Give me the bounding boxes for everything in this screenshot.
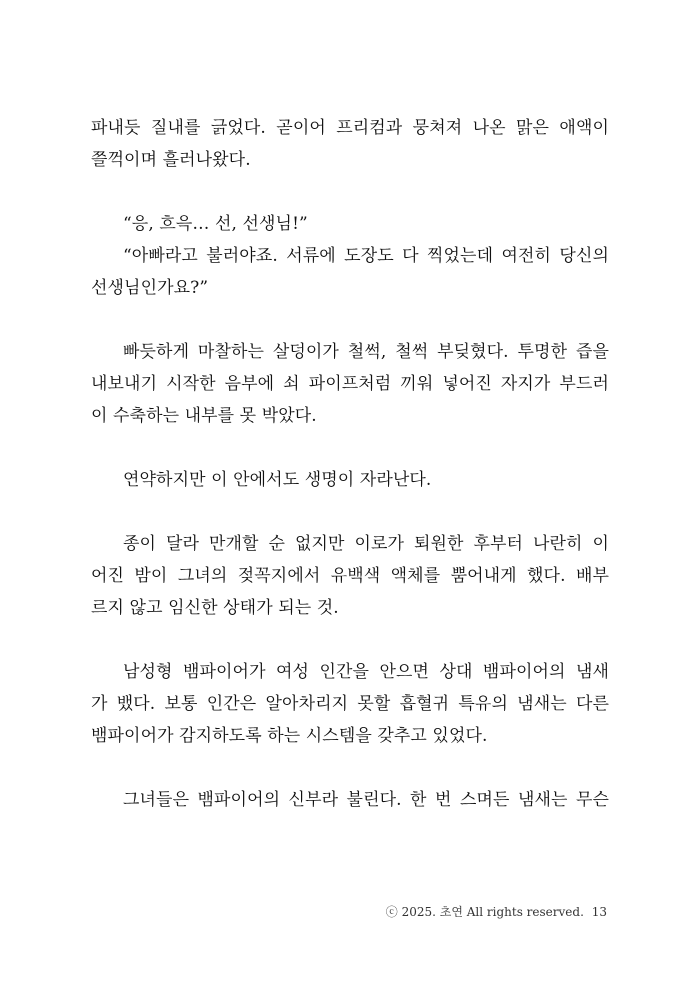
text-line: 이 수축하는 내부를 못 박았다. xyxy=(91,406,317,426)
paragraph-5 xyxy=(91,656,609,752)
text-line: 가 뱄다. 보통 인간은 알아차리지 못할 흡혈귀 특유의 냄새는 다른 xyxy=(91,694,609,714)
text-line: 그녀들은 뱀파이어의 신부라 불린다. 한 번 스며든 냄새는 무슨 xyxy=(123,790,609,810)
text-line: 르지 않고 임신한 상태가 되는 것. xyxy=(91,598,339,618)
paragraph-3 xyxy=(91,464,609,496)
text-line: 어진 밤이 그녀의 젖꼭지에서 유백색 액체를 뿜어내게 했다. 배부 xyxy=(91,566,609,586)
page-body xyxy=(91,112,609,848)
page-footer xyxy=(382,903,607,920)
dialog-line: “아빠라고 불러야죠. 서류에 도장도 다 찍었는데 여전히 당신의 xyxy=(123,246,609,266)
text-line: 연약하지만 이 안에서도 생명이 자라난다. xyxy=(123,470,432,490)
paragraph-1 xyxy=(91,112,609,176)
text-line: 쯜꺽이며 흘러나왔다. xyxy=(91,150,251,170)
dialog-2 xyxy=(91,240,609,304)
text-line: 남성형 뱀파이어가 여성 인간을 안으면 상대 뱀파이어의 냄새 xyxy=(123,662,609,682)
dialog-line: 선생님인가요?” xyxy=(91,278,209,298)
dialog-1 xyxy=(91,208,609,240)
text-line: 파내듯 질내를 긁었다. 곧이어 프리컴과 뭉쳐져 나온 맑은 애액이 xyxy=(91,118,609,138)
text-line: 빠듯하게 마찰하는 살덩이가 철썩, 철썩 부딪혔다. 투명한 즙을 xyxy=(123,342,609,362)
paragraph-2 xyxy=(91,336,609,432)
text-line: 종이 달라 만개할 순 없지만 이로가 퇴원한 후부터 나란히 이 xyxy=(123,534,609,554)
paragraph-6 xyxy=(91,784,609,816)
paragraph-4 xyxy=(91,528,609,624)
text-line: 뱀파이어가 감지하도록 하는 시스템을 갖추고 있었다. xyxy=(91,726,488,746)
copyright-notice: ⓒ 2025. 초연 All rights reserved. xyxy=(385,905,584,919)
dialog-line: “응, 흐윽… 선, 선생님!” xyxy=(123,214,308,234)
page-number: 13 xyxy=(591,905,607,919)
text-line: 내보내기 시작한 음부에 쇠 파이프처럼 끼워 넣어진 자지가 부드러 xyxy=(91,374,609,394)
